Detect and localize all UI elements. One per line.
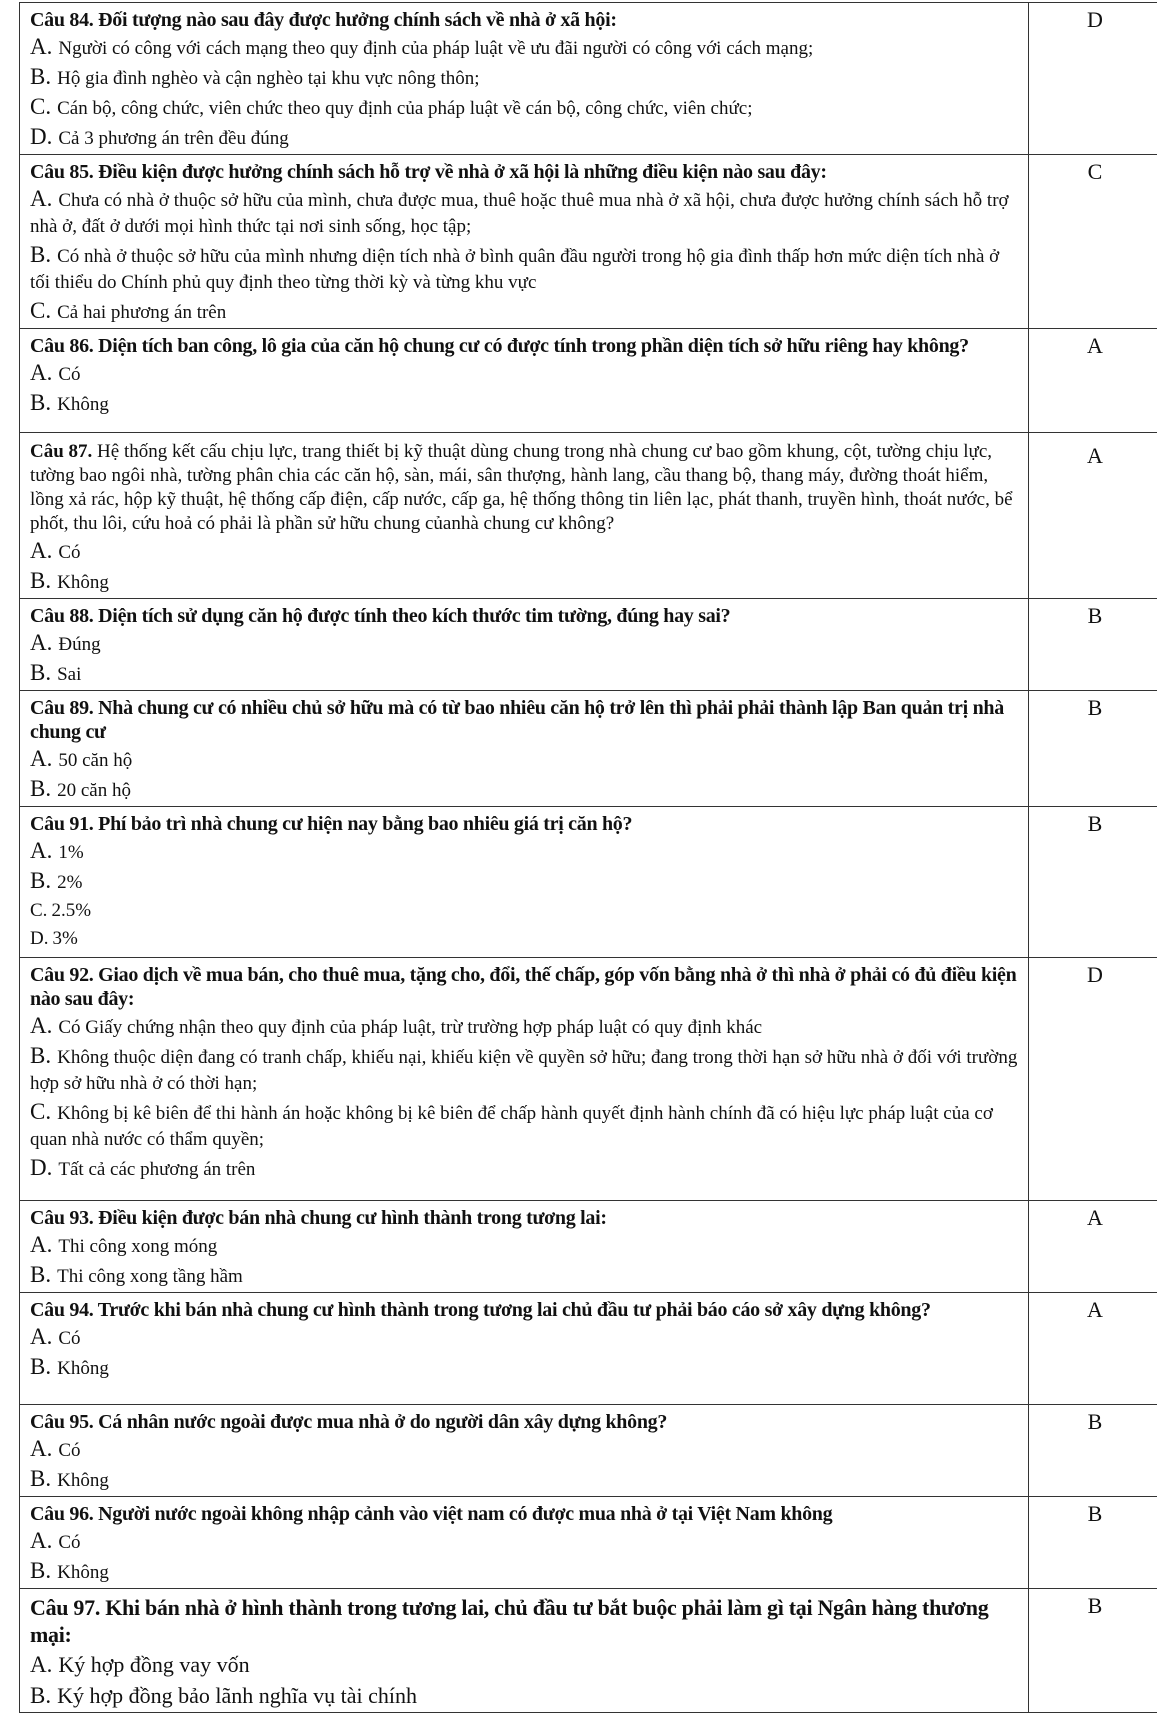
option: [30, 1466, 1018, 1494]
question-row: [20, 329, 1157, 433]
option-text: Không thuộc diện đang có tranh chấp, khiếu nại, khiếu kiện về quyền sở hữu; đang trong thời hạn sở hữu nhà ở đối với trường hợp sở hữu nhà ở có thời hạn;: [30, 1047, 1017, 1094]
option: [30, 1013, 1018, 1041]
question-cell: [20, 1201, 1029, 1293]
question-text: Câu 91. Phí bảo trì nhà chung cư hiện nay bằng bao nhiêu giá trị căn hộ?: [30, 812, 1018, 836]
answer-cell: A: [1029, 329, 1157, 433]
answer-cell: A: [1029, 1201, 1157, 1293]
question-cell: [20, 155, 1029, 329]
option-text: Không: [57, 1358, 109, 1379]
option: [30, 390, 1018, 418]
option-text: 2%: [57, 872, 82, 893]
question-text: Câu 89. Nhà chung cư có nhiều chủ sở hữu mà có từ bao nhiêu căn hộ trở lên thì phải phải thành lập Ban quản trị nhà chung cư: [30, 696, 1018, 744]
option-letter: A.: [30, 630, 52, 655]
option: [30, 630, 1018, 658]
option-text: Cả hai phương án trên: [57, 302, 226, 323]
option: [30, 568, 1018, 596]
option-text: Chưa có nhà ở thuộc sở hữu của mình, chưa được mua, thuê hoặc thuê mua nhà ở xã hội, chưa được hưởng chính sách hỗ trợ nhà ở, đất ở dưới mọi hình thức tại nơi sinh sống, học tập;: [30, 190, 1009, 237]
option: [30, 124, 1018, 152]
option-letter: A.: [30, 1324, 52, 1349]
option-letter: B.: [30, 1354, 51, 1379]
option-letter: B.: [30, 242, 51, 267]
option-text: Có: [58, 1328, 80, 1349]
option: [30, 538, 1018, 566]
option: [30, 868, 1018, 896]
answer-cell: B: [1029, 691, 1157, 807]
option-letter: A.: [30, 538, 52, 563]
question-row: [20, 1589, 1157, 1713]
answer-cell: B: [1029, 1589, 1157, 1713]
option-letter: C.: [30, 1099, 51, 1124]
question-text: Câu 93. Điều kiện được bán nhà chung cư hình thành trong tương lai:: [30, 1206, 1018, 1230]
option: [30, 242, 1018, 296]
option-letter: B.: [30, 660, 51, 685]
option-letter: B.: [30, 1262, 51, 1287]
option-letter: B.: [30, 776, 51, 801]
question-text: Câu 84. Đối tượng nào sau đây được hưởng chính sách về nhà ở xã hội:: [30, 8, 1018, 32]
option-text: 2.5%: [51, 900, 91, 921]
question-cell: [20, 807, 1029, 958]
option-letter: A.: [30, 360, 52, 385]
question-row: [20, 433, 1157, 599]
option-text: Sai: [57, 664, 81, 685]
option: [30, 1324, 1018, 1352]
option-letter: B.: [30, 1043, 51, 1068]
option: [30, 1043, 1018, 1097]
question-text: Câu 86. Diện tích ban công, lô gia của căn hộ chung cư có được tính trong phần diện tích sở hữu riêng hay không?: [30, 334, 1018, 358]
option-text: Không: [57, 1562, 109, 1583]
question-text: Câu 97. Khi bán nhà ở hình thành trong tương lai, chủ đầu tư bắt buộc phải làm gì tại Ngân hàng thương mại:: [30, 1594, 1018, 1648]
option-letter: A.: [30, 1232, 52, 1257]
option: [30, 1558, 1018, 1586]
option-letter: B.: [30, 568, 51, 593]
option: [30, 776, 1018, 804]
answer-cell: B: [1029, 1497, 1157, 1589]
option: [30, 1354, 1018, 1382]
option-letter: D.: [30, 928, 48, 949]
option: [30, 298, 1018, 326]
question-row: [20, 1405, 1157, 1497]
option-text: Có: [58, 1532, 80, 1553]
question-row: [20, 1293, 1157, 1405]
option-text: 3%: [52, 928, 77, 949]
option-text: Cả 3 phương án trên đều đúng: [58, 128, 288, 149]
option-text: Đúng: [58, 634, 100, 655]
question-text: Câu 94. Trước khi bán nhà chung cư hình thành trong tương lai chủ đầu tư phải báo cáo sở xây dựng không?: [30, 1298, 1018, 1322]
option-letter: B.: [30, 390, 51, 415]
question-text: Câu 92. Giao dịch về mua bán, cho thuê mua, tặng cho, đổi, thế chấp, góp vốn bằng nhà ở thì nhà ở phải có đủ điều kiện nào sau đây:: [30, 963, 1018, 1011]
answer-cell: A: [1029, 1293, 1157, 1405]
question-cell: [20, 599, 1029, 691]
option: [30, 1436, 1018, 1464]
option-letter: A.: [30, 746, 52, 771]
option: [30, 1262, 1018, 1290]
question-row: [20, 155, 1157, 329]
option-letter: A.: [30, 838, 52, 863]
option: [30, 360, 1018, 388]
option-text: 50 căn hộ: [58, 750, 132, 771]
option-text: 1%: [58, 842, 83, 863]
option-text: Cán bộ, công chức, viên chức theo quy định của pháp luật về cán bộ, công chức, viên chức;: [57, 98, 752, 119]
option-letter: B.: [30, 868, 51, 893]
option: [30, 1528, 1018, 1556]
question-row: [20, 599, 1157, 691]
option-letter: A.: [30, 1528, 52, 1553]
option-text: Không bị kê biên để thi hành án hoặc không bị kê biên để chấp hành quyết định hành chính đã có hiệu lực pháp luật của cơ quan nhà nước có thẩm quyền;: [30, 1103, 993, 1150]
option-letter: B.: [30, 1558, 51, 1583]
question-text: Câu 95. Cá nhân nước ngoài được mua nhà ở do người dân xây dựng không?: [30, 1410, 1018, 1434]
question-cell: [20, 433, 1029, 599]
option: [30, 64, 1018, 92]
option: [30, 1232, 1018, 1260]
option-letter: C.: [30, 94, 51, 119]
option-letter: A.: [30, 1013, 52, 1038]
question-text: [30, 440, 1018, 536]
option-letter: B.: [30, 64, 51, 89]
option: [30, 926, 1018, 952]
option: [30, 898, 1018, 924]
option-text: Có: [58, 1440, 80, 1461]
option-letter: C.: [30, 298, 51, 323]
option-text: Có Giấy chứng nhận theo quy định của pháp luật, trừ trường hợp pháp luật có quy định khác: [58, 1017, 762, 1038]
option-letter: A.: [30, 34, 52, 59]
option-text: Có: [58, 364, 80, 385]
option-letter: A.: [30, 186, 52, 211]
option-letter: C.: [30, 900, 47, 921]
option-text: Tất cả các phương án trên: [58, 1159, 255, 1180]
question-row: [20, 1497, 1157, 1589]
option-text: Không: [57, 572, 109, 593]
answer-cell: C: [1029, 155, 1157, 329]
option-letter: A.: [30, 1436, 52, 1461]
option: [30, 1650, 1018, 1679]
question-cell: [20, 1405, 1029, 1497]
answer-cell: D: [1029, 958, 1157, 1201]
question-cell: [20, 1497, 1029, 1589]
option-text: Thi công xong móng: [58, 1236, 217, 1257]
question-row: [20, 1201, 1157, 1293]
option-text: 20 căn hộ: [57, 780, 131, 801]
question-cell: [20, 958, 1029, 1201]
question-cell: [20, 1589, 1029, 1713]
option-letter: B.: [30, 1683, 51, 1708]
answer-cell: B: [1029, 599, 1157, 691]
quiz-table: [19, 2, 1157, 1713]
question-cell: [20, 3, 1029, 155]
option-letter: A.: [30, 1652, 52, 1677]
question-cell: [20, 329, 1029, 433]
option: [30, 186, 1018, 240]
option: [30, 94, 1018, 122]
question-body: Hệ thống kết cấu chịu lực, trang thiết bị kỹ thuật dùng chung trong nhà chung cư bao gồm khung, cột, tường chịu lực, tường bao ngôi nhà, tường phân chia các căn hộ, sàn, mái, sân thượng, hành lang, cầu thang bộ, thang máy, đường thoát hiểm, lồng xả rác, hộp kỹ thuật, hệ thống cấp điện, cấp nước, cấp ga, hệ thống thông tin liên lạc, phát thanh, truyền hình, thoát nước, bể phốt, thu lôi, cứu hoả có phải là phần sử hữu chung củanhà chung cư không?: [30, 441, 1013, 534]
option: [30, 746, 1018, 774]
question-text: Câu 85. Điều kiện được hưởng chính sách hỗ trợ về nhà ở xã hội là những điều kiện nào sau đây:: [30, 160, 1018, 184]
question-row: [20, 691, 1157, 807]
option: [30, 1155, 1018, 1183]
option-text: Thi công xong tầng hầm: [57, 1266, 243, 1287]
option-text: Không: [57, 394, 109, 415]
answer-cell: D: [1029, 3, 1157, 155]
question-number: Câu 87.: [30, 441, 92, 462]
option-letter: D.: [30, 1155, 52, 1180]
question-cell: [20, 691, 1029, 807]
option: [30, 1099, 1018, 1153]
option: [30, 838, 1018, 866]
question-cell: [20, 1293, 1029, 1405]
option-text: Ký hợp đồng bảo lãnh nghĩa vụ tài chính: [57, 1683, 417, 1708]
option-text: Không: [57, 1470, 109, 1491]
answer-cell: B: [1029, 807, 1157, 958]
question-row: [20, 3, 1157, 155]
option: [30, 660, 1018, 688]
option-letter: B.: [30, 1466, 51, 1491]
question-text: Câu 88. Diện tích sử dụng căn hộ được tính theo kích thước tim tường, đúng hay sai?: [30, 604, 1018, 628]
option-text: Ký hợp đồng vay vốn: [58, 1652, 249, 1677]
question-row: [20, 958, 1157, 1201]
option: [30, 1681, 1018, 1710]
option-text: Có nhà ở thuộc sở hữu của mình nhưng diện tích nhà ở bình quân đầu người trong hộ gia đình thấp hơn mức diện tích nhà ở tối thiểu do Chính phủ quy định theo từng thời kỳ và từng khu vực: [30, 246, 999, 293]
option: [30, 34, 1018, 62]
question-text: Câu 96. Người nước ngoài không nhập cảnh vào việt nam có được mua nhà ở tại Việt Nam không: [30, 1502, 1018, 1526]
answer-cell: B: [1029, 1405, 1157, 1497]
option-text: Hộ gia đình nghèo và cận nghèo tại khu vực nông thôn;: [57, 68, 479, 89]
option-text: Có: [58, 542, 80, 563]
answer-cell: A: [1029, 433, 1157, 599]
option-text: Người có công với cách mạng theo quy định của pháp luật về ưu đãi người có công với cách mạng;: [58, 38, 813, 59]
option-letter: D.: [30, 124, 52, 149]
question-row: [20, 807, 1157, 958]
